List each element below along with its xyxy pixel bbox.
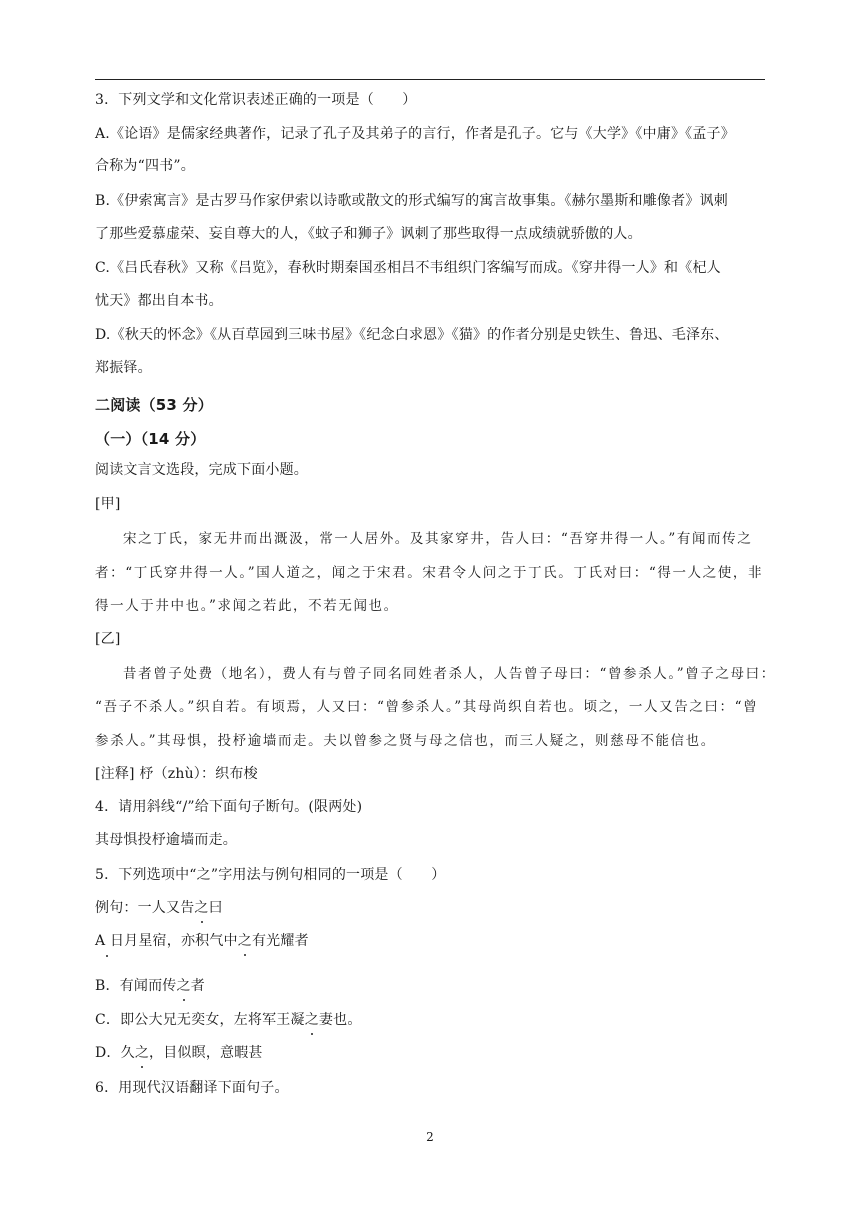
passage-jia-line3: 得一人于井中也。”求闻之若此，不若无闻也。 (95, 598, 399, 614)
q5-option-c-text-end: 妻也。 (318, 1012, 362, 1028)
q5-option-d-text-end: ，目似瞑，意暇甚 (149, 1045, 263, 1061)
passage-jia-line1: 宋之丁氏，家无井而出溉汲，常一人居外。及其家穿井，告人曰：“吾穿井得一人。”有闻而传之 (123, 531, 753, 547)
passage-jia-line2: 者：“丁氏穿井得一人。”国人道之，闻之于宋君。宋君令人问之于丁氏。丁氏对曰：“得一人之使，非 (95, 565, 764, 581)
q5-option-c (95, 1010, 362, 1030)
q3-stem: 3．下列文学和文化常识表述正确的一项是（ ） (95, 92, 417, 108)
q5-example-emphasis: 之 (194, 900, 209, 916)
q5-option-a-text: A 日月星宿，亦积气中 (95, 933, 238, 949)
q5-stem: 5．下列选项中“之”字用法与例句相同的一项是（ ） (95, 867, 446, 883)
q3-option-a-line2: 合称为“四书”。 (95, 158, 195, 174)
passage-yi-label: [乙] (95, 631, 121, 647)
q6-stem: 6．用现代汉语翻译下面句子。 (95, 1080, 289, 1096)
q5-option-c-text: C．即公大兄无奕女，左将军王凝 (95, 1012, 305, 1028)
passage-yi-line2: “吾子不杀人。”织自若。有顷焉，人又曰：“曾参杀人。”其母尚织自若也。顷之，一人又告之曰：“曾 (95, 699, 759, 715)
q5-option-b-text: B．有闻而传 (95, 978, 177, 994)
annotation-note: [注释] 杼（zhù）：织布梭 (95, 766, 258, 782)
q5-option-c-emphasis: 之 (304, 1012, 319, 1028)
header-rule (95, 79, 765, 80)
section-title: 二阅读（53 分） (95, 396, 213, 414)
page-number: 2 (426, 1130, 434, 1144)
q5-option-b-text-end: 者 (190, 978, 205, 994)
passage-yi-line1: 昔者曾子处费（地名），费人有与曾子同名同姓者杀人，人告曾子母曰：“曾参杀人。”曾子之母曰： (123, 666, 776, 682)
q5-option-b (95, 976, 205, 996)
reading-intro: 阅读文言文选段，完成下面小题。 (95, 462, 308, 478)
q5-option-d-emphasis: 之 (134, 1045, 150, 1061)
q5-option-d (95, 1043, 263, 1063)
passage-jia-label: [甲] (95, 496, 121, 512)
q5-option-d-text: D．久 (95, 1045, 135, 1061)
q3-option-c-line2: 忧天》都出自本书。 (95, 293, 223, 309)
q4-stem: 4．请用斜线“/”给下面句子断句。(限两处) (95, 799, 363, 815)
subsection-title: （一）（14 分） (95, 430, 206, 448)
emphasis-dot-mark (106, 955, 108, 957)
q3-option-a-line1: A.《论语》是儒家经典著作，记录了孔子及其弟子的言行，作者是孔子。它与《大学》《中庸》《孟子》 (95, 126, 735, 142)
q3-option-b-line2: 了那些爱慕虚荣、妄自尊大的人，《蚊子和狮子》讽刺了那些取得一点成绩就骄傲的人。 (95, 226, 642, 242)
q3-option-b-line1: B.《伊索寓言》是古罗马作家伊索以诗歌或散文的形式编写的寓言故事集。《赫尔墨斯和雕像者》讽刺 (95, 193, 728, 209)
passage-yi-line3: 参杀人。”其母惧，投杼逾墙而走。夫以曾参之贤与母之信也，而三人疑之，则慈母不能信也。 (95, 733, 716, 749)
q3-option-d-line2: 郑振铎。 (95, 360, 152, 376)
q3-option-d-line1: D.《秋天的怀念》《从百草园到三味书屋》《纪念白求恩》《猫》的作者分别是史铁生、鲁迅、毛泽东、 (95, 327, 729, 343)
q5-example-text: 例句：一人又告 (95, 900, 195, 916)
q3-option-c-line1: C.《吕氏春秋》又称《吕览》，春秋时期秦国丞相吕不韦组织门客编写而成。《穿井得一人》和《杞人 (95, 260, 721, 276)
q5-option-a-text-end: 有光耀者 (251, 933, 309, 949)
q5-option-b-emphasis: 之 (176, 978, 191, 994)
q4-sentence: 其母惧投杼逾墙而走。 (95, 832, 237, 848)
q5-option-a (95, 931, 309, 951)
q5-example-text-end: 曰 (208, 900, 223, 916)
q5-option-a-emphasis: 之 (237, 933, 252, 949)
q5-example (95, 898, 223, 918)
